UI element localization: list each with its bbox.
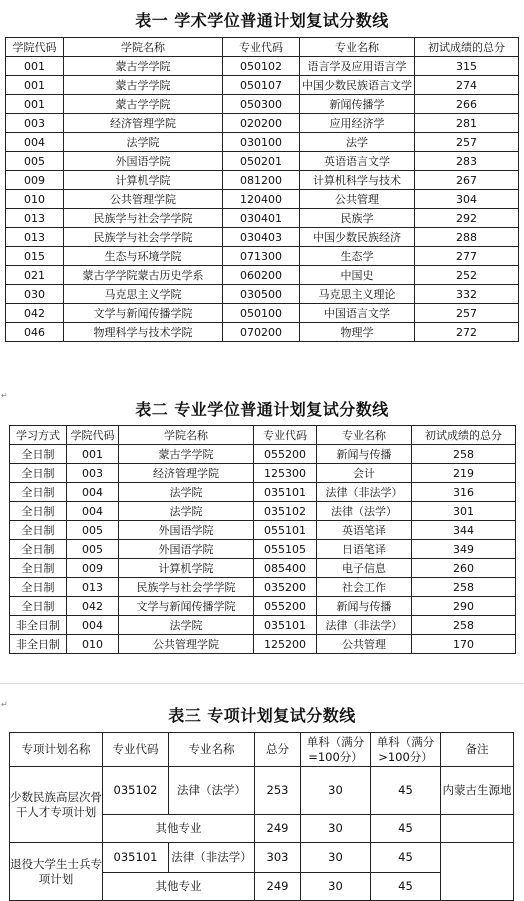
- table3-title: 表三 专项计划复试分数线: [168, 706, 356, 725]
- table1-header-row: [6, 38, 519, 57]
- major-name-cell: 生态学: [300, 247, 415, 266]
- major-name-cell: 中国少数民族语言文学: [300, 76, 415, 95]
- major-code-cell: 050107: [223, 76, 300, 95]
- total-score-cell: 257: [415, 133, 519, 152]
- college-name-cell: 民族学与社会学学院: [64, 228, 223, 247]
- college-code-cell: 001: [67, 445, 119, 464]
- total-score-cell: 219: [412, 464, 516, 483]
- major-code-cell: 050102: [223, 57, 300, 76]
- plan-name-cell: 少数民族高层次骨干人才专项计划: [10, 767, 103, 843]
- divider: [0, 683, 524, 684]
- paragraph-mark: ↵: [1, 700, 8, 709]
- total-score-cell: 301: [412, 502, 516, 521]
- college-code-cell: 003: [6, 114, 64, 133]
- college-name-cell: 计算机学院: [64, 171, 223, 190]
- table2-header: 初试成绩的总分: [412, 426, 516, 445]
- college-name-cell: 计算机学院: [119, 559, 254, 578]
- table2-header: 专业名称: [317, 426, 412, 445]
- college-code-cell: 004: [67, 483, 119, 502]
- table3: [9, 732, 514, 901]
- major-code-cell: 035102: [103, 767, 169, 815]
- study-mode-cell: 全日制: [10, 597, 67, 616]
- major-name-cell: 法学: [300, 133, 415, 152]
- major-code-cell: 120400: [223, 190, 300, 209]
- total-score-cell: 288: [415, 228, 519, 247]
- single-subject-100-cell: 30: [301, 815, 371, 843]
- table1-row: [6, 76, 519, 95]
- single-subject-gt100-cell: 45: [371, 843, 441, 873]
- major-name-cell: 应用经济学: [300, 114, 415, 133]
- major-name-cell: 电子信息: [317, 559, 412, 578]
- total-score-cell: 304: [415, 190, 519, 209]
- paragraph-mark: ↵: [1, 391, 8, 400]
- total-score-cell: 290: [412, 597, 516, 616]
- college-name-cell: 生态与环境学院: [64, 247, 223, 266]
- table1-header: 学院名称: [64, 38, 223, 57]
- total-score-cell: 332: [415, 285, 519, 304]
- college-code-cell: 013: [6, 228, 64, 247]
- table1-row: [6, 304, 519, 323]
- major-name-cell: 新闻传播学: [300, 95, 415, 114]
- table2-title: 表二 专业学位普通计划复试分数线: [135, 400, 389, 419]
- college-code-cell: 001: [6, 76, 64, 95]
- table1-header: 专业名称: [300, 38, 415, 57]
- college-name-cell: 经济管理学院: [64, 114, 223, 133]
- major-code-cell: 030401: [223, 209, 300, 228]
- table1-row: [6, 133, 519, 152]
- college-name-cell: 公共管理学院: [64, 190, 223, 209]
- table2-row: [10, 445, 516, 464]
- total-score-cell: 258: [412, 445, 516, 464]
- major-code-cell: 055200: [254, 597, 317, 616]
- total-score-cell: 252: [415, 266, 519, 285]
- college-name-cell: 马克思主义学院: [64, 285, 223, 304]
- total-score-cell: 266: [415, 95, 519, 114]
- college-code-cell: 042: [67, 597, 119, 616]
- table3-header: 专项计划名称: [10, 733, 103, 767]
- total-score-cell: 283: [415, 152, 519, 171]
- total-score-cell: 257: [415, 304, 519, 323]
- major-name-cell: 马克思主义理论: [300, 285, 415, 304]
- major-name-cell: 法律（非法学）: [317, 616, 412, 635]
- college-code-cell: 001: [6, 57, 64, 76]
- major-name-cell: 民族学: [300, 209, 415, 228]
- college-name-cell: 蒙古学学院: [64, 95, 223, 114]
- college-code-cell: 005: [67, 540, 119, 559]
- major-code-cell: 060200: [223, 266, 300, 285]
- major-code-cell: 035101: [254, 483, 317, 502]
- table3-header: 单科（满分=100分）: [301, 733, 371, 767]
- college-name-cell: 外国语学院: [119, 540, 254, 559]
- total-score-cell: 349: [412, 540, 516, 559]
- table3-header: 总分: [255, 733, 301, 767]
- single-subject-gt100-cell: 45: [371, 873, 441, 901]
- table2-row: [10, 483, 516, 502]
- major-code-cell: 071300: [223, 247, 300, 266]
- college-name-cell: 民族学与社会学学院: [64, 209, 223, 228]
- table1-row: [6, 152, 519, 171]
- college-code-cell: 005: [67, 521, 119, 540]
- major-code-cell: 050300: [223, 95, 300, 114]
- college-code-cell: 004: [6, 133, 64, 152]
- table3-row: [10, 767, 514, 815]
- table2-header: 学院代码: [67, 426, 119, 445]
- college-name-cell: 外国语学院: [64, 152, 223, 171]
- note-cell: 内蒙古生源地: [441, 767, 514, 815]
- other-major-cell: 其他专业: [103, 815, 255, 843]
- college-code-cell: 042: [6, 304, 64, 323]
- college-name-cell: 经济管理学院: [119, 464, 254, 483]
- table1-row: [6, 114, 519, 133]
- table2-header-row: [10, 426, 516, 445]
- major-name-cell: 法律（法学）: [169, 767, 255, 815]
- study-mode-cell: 全日制: [10, 578, 67, 597]
- major-code-cell: 050201: [223, 152, 300, 171]
- major-code-cell: 050100: [223, 304, 300, 323]
- total-score-cell: 249: [255, 815, 301, 843]
- major-code-cell: 035101: [103, 843, 169, 873]
- table2-row: [10, 502, 516, 521]
- table1-title: 表一 学术学位普通计划复试分数线: [135, 11, 389, 30]
- total-score-cell: 170: [412, 635, 516, 654]
- major-code-cell: 125300: [254, 464, 317, 483]
- major-name-cell: 物理学: [300, 323, 415, 342]
- total-score-cell: 277: [415, 247, 519, 266]
- total-score-cell: 260: [412, 559, 516, 578]
- table1-row: [6, 57, 519, 76]
- college-code-cell: 009: [67, 559, 119, 578]
- table1-row: [6, 95, 519, 114]
- college-code-cell: 009: [6, 171, 64, 190]
- table2-row: [10, 521, 516, 540]
- major-name-cell: 法律（法学）: [317, 502, 412, 521]
- table2: [9, 425, 516, 654]
- study-mode-cell: 非全日制: [10, 616, 67, 635]
- table2-row: [10, 559, 516, 578]
- major-code-cell: 070200: [223, 323, 300, 342]
- college-name-cell: 蒙古学学院蒙古历史学系: [64, 266, 223, 285]
- single-subject-100-cell: 30: [301, 873, 371, 901]
- table1-row: [6, 323, 519, 342]
- major-code-cell: 030100: [223, 133, 300, 152]
- college-code-cell: 001: [6, 95, 64, 114]
- major-code-cell: 035102: [254, 502, 317, 521]
- table1-row: [6, 247, 519, 266]
- table2-row: [10, 540, 516, 559]
- major-name-cell: 日语笔译: [317, 540, 412, 559]
- total-score-cell: 316: [412, 483, 516, 502]
- major-code-cell: 055200: [254, 445, 317, 464]
- major-name-cell: 公共管理: [317, 635, 412, 654]
- table1-header: 初试成绩的总分: [415, 38, 519, 57]
- major-name-cell: 计算机科学与技术: [300, 171, 415, 190]
- table1-header: 专业代码: [223, 38, 300, 57]
- college-code-cell: 004: [67, 502, 119, 521]
- college-code-cell: 005: [6, 152, 64, 171]
- college-code-cell: 030: [6, 285, 64, 304]
- total-score-cell: 258: [412, 578, 516, 597]
- major-name-cell: 公共管理: [300, 190, 415, 209]
- total-score-cell: 292: [415, 209, 519, 228]
- college-code-cell: 015: [6, 247, 64, 266]
- table2-row: [10, 597, 516, 616]
- table1-row: [6, 171, 519, 190]
- study-mode-cell: 全日制: [10, 483, 67, 502]
- major-code-cell: 030500: [223, 285, 300, 304]
- total-score-cell: 249: [255, 873, 301, 901]
- college-code-cell: 010: [67, 635, 119, 654]
- study-mode-cell: 全日制: [10, 521, 67, 540]
- major-name-cell: 中国语言文学: [300, 304, 415, 323]
- total-score-cell: 274: [415, 76, 519, 95]
- study-mode-cell: 非全日制: [10, 635, 67, 654]
- table2-row: [10, 464, 516, 483]
- college-name-cell: 法学院: [64, 133, 223, 152]
- study-mode-cell: 全日制: [10, 464, 67, 483]
- major-name-cell: 新闻与传播: [317, 445, 412, 464]
- study-mode-cell: 全日制: [10, 559, 67, 578]
- total-score-cell: 272: [415, 323, 519, 342]
- college-name-cell: 蒙古学学院: [119, 445, 254, 464]
- college-name-cell: 民族学与社会学学院: [119, 578, 254, 597]
- major-name-cell: 语言学及应用语言学: [300, 57, 415, 76]
- table3-header-row: [10, 733, 514, 767]
- table1-row: [6, 228, 519, 247]
- table2-row: [10, 578, 516, 597]
- major-name-cell: 社会工作: [317, 578, 412, 597]
- single-subject-gt100-cell: 45: [371, 767, 441, 815]
- major-name-cell: 中国史: [300, 266, 415, 285]
- table1-row: [6, 209, 519, 228]
- table1-row: [6, 285, 519, 304]
- major-name-cell: 新闻与传播: [317, 597, 412, 616]
- major-name-cell: 英语笔译: [317, 521, 412, 540]
- study-mode-cell: 全日制: [10, 502, 67, 521]
- table3-header: 专业代码: [103, 733, 169, 767]
- major-name-cell: 会计: [317, 464, 412, 483]
- college-name-cell: 物理科学与技术学院: [64, 323, 223, 342]
- college-code-cell: 013: [6, 209, 64, 228]
- college-name-cell: 法学院: [119, 502, 254, 521]
- total-score-cell: 281: [415, 114, 519, 133]
- table2-header: 专业代码: [254, 426, 317, 445]
- college-code-cell: 021: [6, 266, 64, 285]
- single-subject-gt100-cell: 45: [371, 815, 441, 843]
- major-code-cell: 035101: [254, 616, 317, 635]
- single-subject-100-cell: 30: [301, 843, 371, 873]
- college-code-cell: 010: [6, 190, 64, 209]
- table1-row: [6, 266, 519, 285]
- total-score-cell: 315: [415, 57, 519, 76]
- college-code-cell: 003: [67, 464, 119, 483]
- major-code-cell: 020200: [223, 114, 300, 133]
- total-score-cell: 253: [255, 767, 301, 815]
- major-code-cell: 035200: [254, 578, 317, 597]
- major-name-cell: 英语语言文学: [300, 152, 415, 171]
- table1-header: 学院代码: [6, 38, 64, 57]
- college-name-cell: 法学院: [119, 616, 254, 635]
- plan-name-cell: 退役大学生士兵专项计划: [10, 843, 103, 901]
- major-code-cell: 081200: [223, 171, 300, 190]
- college-name-cell: 文学与新闻传播学院: [64, 304, 223, 323]
- major-code-cell: 125200: [254, 635, 317, 654]
- table2-header: 学院名称: [119, 426, 254, 445]
- note-cell: [441, 815, 514, 843]
- college-name-cell: 蒙古学学院: [64, 76, 223, 95]
- other-major-cell: 其他专业: [103, 873, 255, 901]
- total-score-cell: 344: [412, 521, 516, 540]
- table1-row: [6, 190, 519, 209]
- table3-header: 备注: [441, 733, 514, 767]
- college-name-cell: 公共管理学院: [119, 635, 254, 654]
- major-code-cell: 055105: [254, 540, 317, 559]
- single-subject-100-cell: 30: [301, 767, 371, 815]
- major-code-cell: 030403: [223, 228, 300, 247]
- college-name-cell: 蒙古学学院: [64, 57, 223, 76]
- table3-header: 专业名称: [169, 733, 255, 767]
- college-name-cell: 法学院: [119, 483, 254, 502]
- table2-header: 学习方式: [10, 426, 67, 445]
- college-code-cell: 046: [6, 323, 64, 342]
- college-name-cell: 外国语学院: [119, 521, 254, 540]
- table2-row: [10, 616, 516, 635]
- college-name-cell: 文学与新闻传播学院: [119, 597, 254, 616]
- major-code-cell: 055101: [254, 521, 317, 540]
- table3-header: 单科（满分>100分）: [371, 733, 441, 767]
- total-score-cell: 267: [415, 171, 519, 190]
- total-score-cell: 258: [412, 616, 516, 635]
- total-score-cell: 303: [255, 843, 301, 873]
- study-mode-cell: 全日制: [10, 445, 67, 464]
- table3-row: [10, 843, 514, 873]
- major-name-cell: 中国少数民族经济: [300, 228, 415, 247]
- college-code-cell: 013: [67, 578, 119, 597]
- table1: [5, 37, 519, 342]
- major-name-cell: 法律（非法学）: [169, 843, 255, 873]
- major-code-cell: 085400: [254, 559, 317, 578]
- table2-row: [10, 635, 516, 654]
- major-name-cell: 法律（非法学）: [317, 483, 412, 502]
- study-mode-cell: 全日制: [10, 540, 67, 559]
- college-code-cell: 004: [67, 616, 119, 635]
